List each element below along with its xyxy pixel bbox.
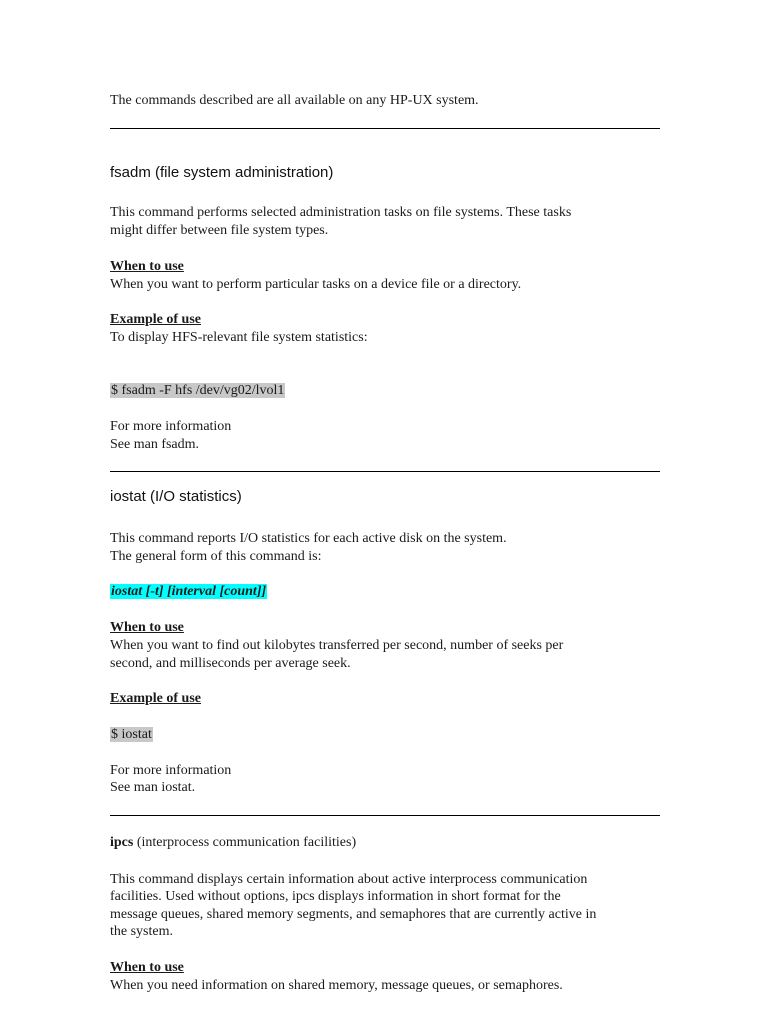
ipcs-when-label: When to use <box>110 960 184 975</box>
iostat-syntax: iostat [-t] [interval [count]] <box>111 584 267 599</box>
iostat-syntax-line <box>110 583 267 601</box>
ipcs-when-text: When you need information on shared memory, message queues, or semaphores. <box>110 978 563 993</box>
fsadm-description-line1: This command performs selected administration tasks on file systems. These tasks <box>110 205 572 220</box>
fsadm-when-text: When you want to perform particular tasks on a device file or a directory. <box>110 277 522 292</box>
iostat-description-line2: The general form of this command is: <box>110 549 322 564</box>
fsadm-example-text: To display HFS-relevant file system statistics: <box>110 330 368 345</box>
ipcs-description-line3: message queues, shared memory segments, and semaphores that are currently active in <box>110 907 597 922</box>
iostat-command-line <box>110 726 153 744</box>
fsadm-more-label: For more information <box>110 419 232 434</box>
fsadm-more-text: See man fsadm. <box>110 437 200 452</box>
fsadm-heading: fsadm (file system administration) <box>110 164 334 181</box>
iostat-more-text: See man iostat. <box>110 780 196 795</box>
iostat-when-label: When to use <box>110 620 184 635</box>
fsadm-description-line2: might differ between file system types. <box>110 223 329 238</box>
fsadm-when-label: When to use <box>110 259 184 274</box>
iostat-when-line1: When you want to find out kilobytes transferred per second, number of seeks per <box>110 638 564 653</box>
section-divider <box>110 128 660 129</box>
section-divider <box>110 815 660 816</box>
iostat-command: $ iostat <box>111 727 152 742</box>
fsadm-command: $ fsadm -F hfs /dev/vg02/lvol1 <box>111 383 285 398</box>
fsadm-example-label: Example of use <box>110 312 201 327</box>
iostat-description-line1: This command reports I/O statistics for each active disk on the system. <box>110 531 507 546</box>
ipcs-description-line1: This command displays certain information about active interprocess communication <box>110 872 588 887</box>
ipcs-heading-name: ipcs <box>110 835 134 850</box>
iostat-heading: iostat (I/O statistics) <box>110 488 242 505</box>
ipcs-description-line4: the system. <box>110 924 173 939</box>
ipcs-description-line2: facilities. Used without options, ipcs displays information in short format for the <box>110 889 561 904</box>
iostat-example-label: Example of use <box>110 691 201 706</box>
iostat-when-line2: second, and milliseconds per average seek. <box>110 656 351 671</box>
iostat-more-label: For more information <box>110 763 232 778</box>
section-divider <box>110 471 660 472</box>
ipcs-heading <box>110 834 356 852</box>
fsadm-command-line <box>110 382 285 400</box>
ipcs-heading-desc: (interprocess communication facilities) <box>133 835 357 850</box>
intro-text: The commands described are all available on any HP-UX system. <box>110 93 479 108</box>
